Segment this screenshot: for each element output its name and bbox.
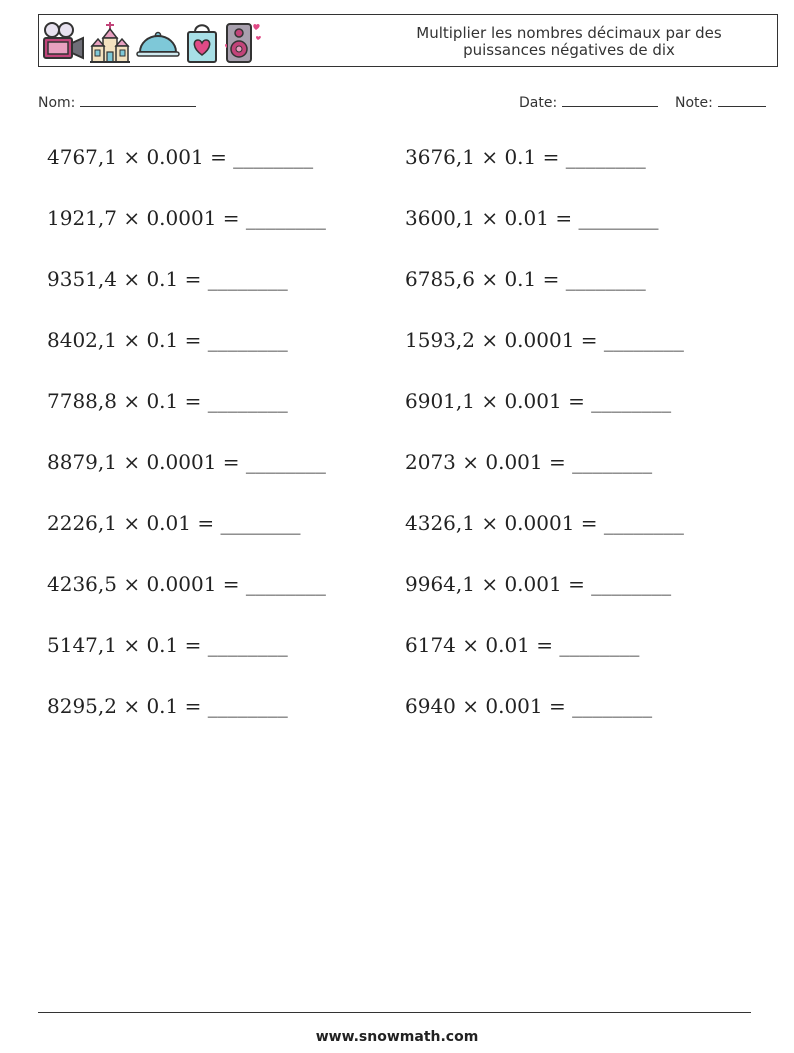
movie-camera-icon bbox=[41, 21, 85, 63]
problem-left: 7788,8 × 0.1 = ________ bbox=[47, 389, 288, 413]
problem-right: 6785,6 × 0.1 = ________ bbox=[405, 267, 646, 291]
problem-left: 1921,7 × 0.0001 = ________ bbox=[47, 206, 326, 230]
date-label: Date: bbox=[519, 95, 558, 111]
date-field[interactable] bbox=[519, 94, 658, 111]
problem-row bbox=[47, 328, 767, 389]
problem-left: 8879,1 × 0.0001 = ________ bbox=[47, 450, 326, 474]
name-field[interactable] bbox=[38, 94, 196, 111]
problem-right: 3600,1 × 0.01 = ________ bbox=[405, 206, 659, 230]
title-line-2: puissances négatives de dix bbox=[463, 41, 675, 59]
problem-row bbox=[47, 572, 767, 633]
problem-left: 2226,1 × 0.01 = ________ bbox=[47, 511, 301, 535]
problem-right: 3676,1 × 0.1 = ________ bbox=[405, 145, 646, 169]
title-line-1: Multiplier les nombres décimaux par des bbox=[416, 24, 722, 42]
problem-row bbox=[47, 206, 767, 267]
problem-right: 9964,1 × 0.001 = ________ bbox=[405, 572, 672, 596]
problem-right: 6901,1 × 0.001 = ________ bbox=[405, 389, 672, 413]
problem-row bbox=[47, 633, 767, 694]
note-field[interactable] bbox=[675, 94, 766, 111]
problem-left: 8295,2 × 0.1 = ________ bbox=[47, 694, 288, 718]
problem-left: 8402,1 × 0.1 = ________ bbox=[47, 328, 288, 352]
church-icon bbox=[89, 20, 131, 64]
food-cloche-icon bbox=[135, 22, 181, 62]
footer-website: www.snowmath.com bbox=[315, 1029, 479, 1045]
worksheet-header bbox=[38, 14, 778, 67]
problem-row bbox=[47, 450, 767, 511]
problem-row bbox=[47, 511, 767, 572]
problem-right: 6940 × 0.001 = ________ bbox=[405, 694, 653, 718]
problem-right: 2073 × 0.001 = ________ bbox=[405, 450, 653, 474]
worksheet-title bbox=[389, 25, 749, 59]
problem-left: 5147,1 × 0.1 = ________ bbox=[47, 633, 288, 657]
problem-right: 6174 × 0.01 = ________ bbox=[405, 633, 640, 657]
note-label: Note: bbox=[675, 95, 713, 111]
problem-right: 4326,1 × 0.0001 = ________ bbox=[405, 511, 684, 535]
name-blank[interactable] bbox=[80, 94, 196, 107]
problem-row bbox=[47, 267, 767, 328]
header-icons bbox=[41, 19, 263, 65]
problem-row bbox=[47, 145, 767, 206]
date-blank[interactable] bbox=[562, 94, 658, 107]
problem-left: 4236,5 × 0.0001 = ________ bbox=[47, 572, 326, 596]
problem-row bbox=[47, 694, 767, 755]
problem-right: 1593,2 × 0.0001 = ________ bbox=[405, 328, 684, 352]
problem-grid bbox=[47, 145, 767, 755]
problem-left: 9351,4 × 0.1 = ________ bbox=[47, 267, 288, 291]
name-label: Nom: bbox=[38, 95, 76, 111]
heart-bag-icon bbox=[185, 20, 219, 64]
problem-row bbox=[47, 389, 767, 450]
footer-divider bbox=[38, 1012, 751, 1013]
note-blank[interactable] bbox=[718, 94, 766, 107]
problem-left: 4767,1 × 0.001 = ________ bbox=[47, 145, 314, 169]
speaker-hearts-icon bbox=[223, 20, 263, 64]
